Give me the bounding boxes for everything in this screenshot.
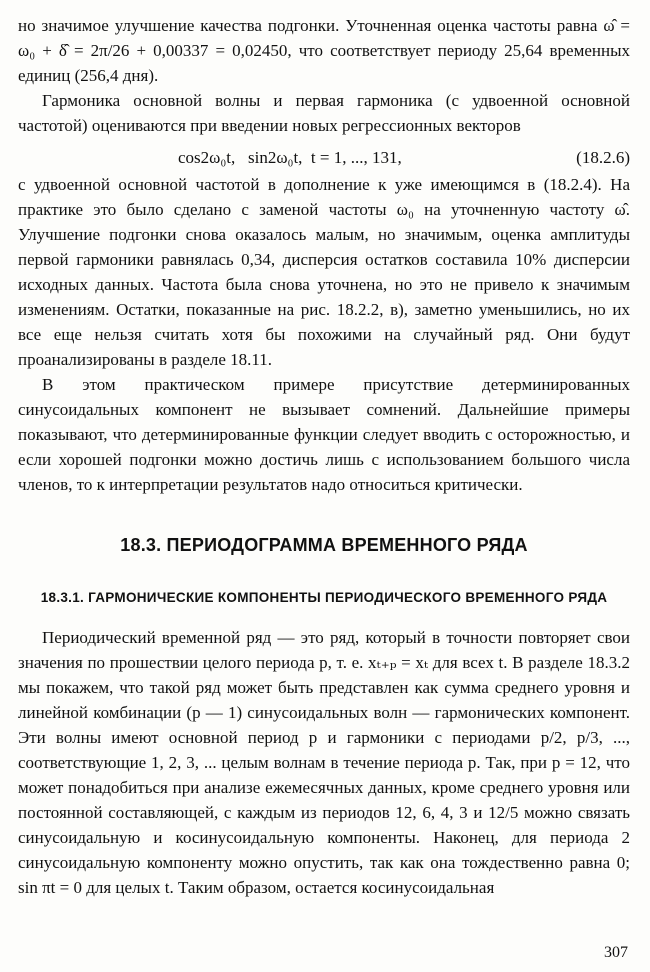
paragraph-5: Периодический временной ряд — это ряд, который в точности повторяет свои значения по прошествии целого периода p, т. е. xₜ₊ₚ = xₜ для всех t. В разделе 18.3.2 мы покажем, что такой ряд может быть представлен как сумма среднего уровня и линейной комбинации (p — 1) синусоидальных волн — гармонических компонент. Эти волны имеют основной период p и гармоники с периодами p/2, p/3, ..., соответствующие 1, 2, 3, ... целым волнам в течение периода p. Так, при p = 12, что может понадобиться при анализе ежемесячных данных, кроме среднего уровня или постоянной составляющей, с каждым из периодов 12, 6, 4, 3 и 12/5 можно связать синусоидальную и косинусоидальную компоненты. Наконец, для периода 2 синусоидальную компоненту можно опустить, так как она тождественно равна 0; sin πt = 0 для целых t. Таким образом, остается косинусоидальная [18,628,630,897]
page-number: 307 [604,944,628,961]
section-heading: 18.3. ПЕРИОДОГРАММА ВРЕМЕННОГО РЯДА [120,535,528,555]
paragraph-3: с удвоенной основной частотой в дополнение к уже имеющимся в (18.2.4). На практике это было сделано с заменой частоты ω₀ на уточненную частоту ω̂. Улучшение подгонки снова оказалось малым, но значимым, оценка амплитуды первой гармоники равнялась 0,34, дисперсия остатков составила 10% дисперсии исходных данных. Частота была снова уточнена, но это не привело к значимым изменениям. Остатки, показанные на рис. 18.2.2, в), заметно уменьшились, но их все еще нельзя считать хотя бы похожими на случайный ряд. Они будут проанализированы в разделе 18.11. [18,175,630,369]
equation-18-2-6 [18,145,630,170]
paragraph-1: но значимое улучшение качества подгонки. Уточненная оценка частоты равна ω̂ = ω₀ + δ̂ = 2π/26 + 0,00337 = 0,02450, что соответствует периоду 25,64 временных единиц (256,4 дня). [18,16,630,85]
equation-expression: cos2ω₀t, sin2ω₀t, t = 1, ..., 131, [178,148,402,167]
equation-number: (18.2.6) [576,148,630,167]
page-body [18,13,630,900]
paragraph-2: Гармоника основной волны и первая гармоника (с удвоенной основной частотой) оцениваются при введении новых регрессионных векторов [18,91,630,135]
subsection-heading: 18.3.1. ГАРМОНИЧЕСКИЕ КОМПОНЕНТЫ ПЕРИОДИЧЕСКОГО ВРЕМЕННОГО РЯДА [40,590,608,605]
paragraph-4: В этом практическом примере присутствие детерминированных синусоидальных компонент не вызывает сомнений. Дальнейшие примеры показывают, что детерминированные функции следует вводить с осторожностью, и если хорошей подгонки можно достичь лишь с использованием большого числа членов, то к интерпретации результатов надо относиться критически. [18,375,630,494]
